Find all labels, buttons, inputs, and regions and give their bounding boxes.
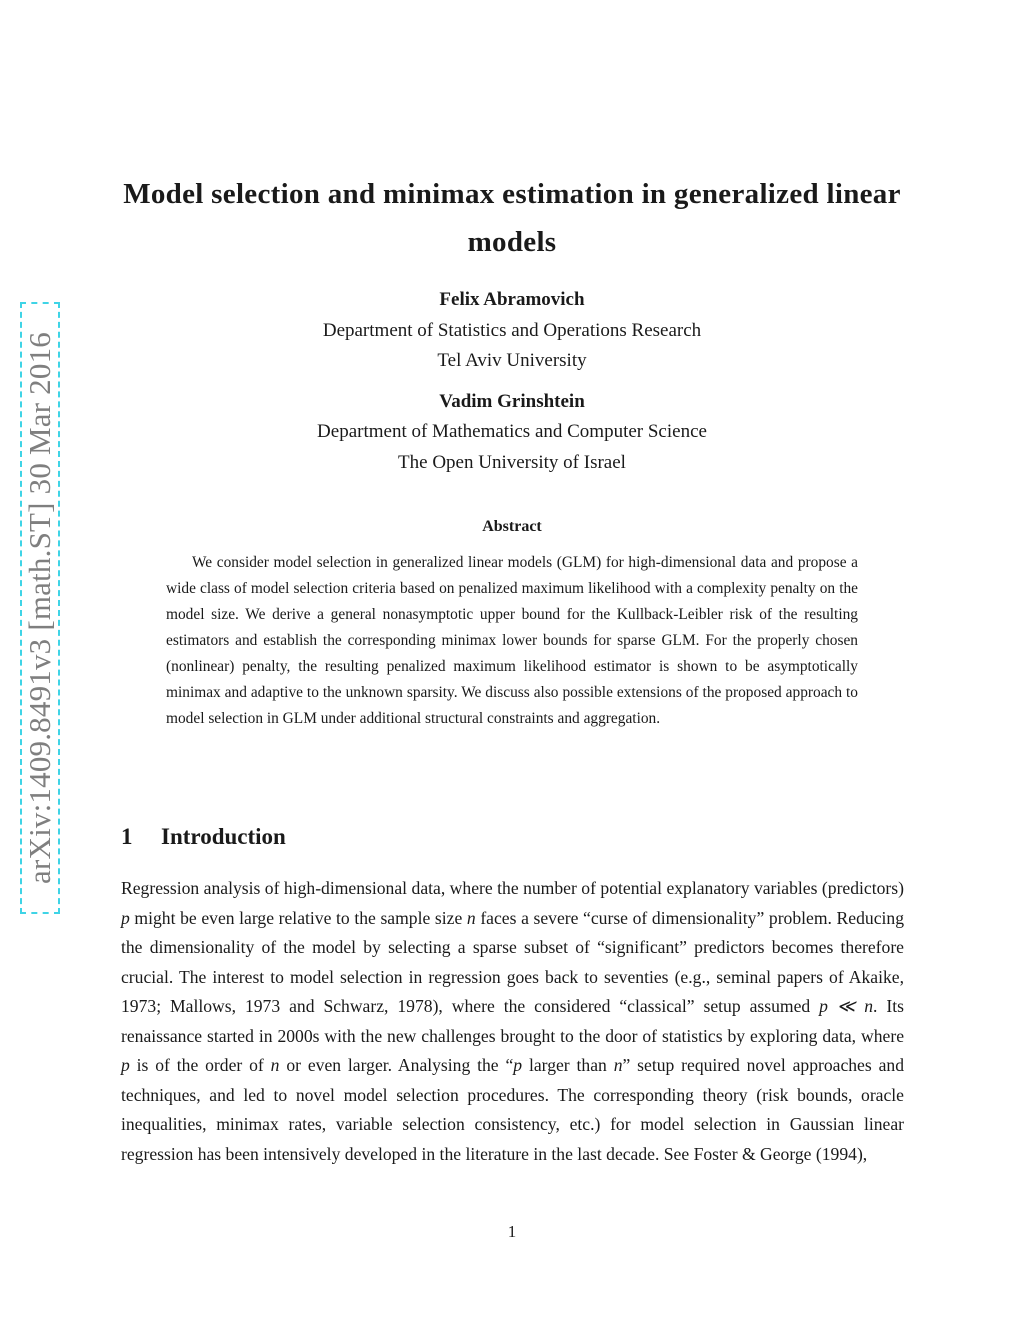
author-block bbox=[200, 285, 824, 478]
author-department: Department of Statistics and Operations Research bbox=[322, 319, 702, 341]
section-title: Introduction bbox=[161, 824, 286, 849]
math-n: n bbox=[270, 1055, 280, 1075]
math-p: p bbox=[121, 1055, 130, 1075]
page-number: 1 bbox=[507, 1222, 517, 1241]
section-number: 1 bbox=[121, 824, 133, 849]
paper-title: Model selection and minimax estimation in generalized linear models bbox=[123, 178, 901, 258]
arxiv-id: arXiv:1409.8491v3 [math.ST] 30 Mar 2016 bbox=[22, 332, 58, 884]
author-institution: The Open University of Israel bbox=[398, 451, 626, 473]
author-institution: Tel Aviv University bbox=[437, 350, 587, 371]
arxiv-stamp[interactable] bbox=[20, 302, 60, 914]
intro-paragraph: Regression analysis of high-dimensional data, where the number of potential explanatory variables (predictors) p might be even large relative to the sample size n faces a severe “curse of dimensionality” problem. Reducing the dimensionality of the model by selecting a sparse subset of “significant” predictors becomes therefore crucial. The interest to model selection in regression goes back to seventies (e.g., seminal papers of Akaike, 1973; Mallows, 1973 and Schwarz, 1978), where the considered “classical” setup assumed p ≪ n. Its renaissance started in 2000s with the new challenges brought to the door of statistics by exploring data, where p is of the order of n or even larger. Analysing the “p larger than n” setup required novel approaches and techniques, and led to novel model selection procedures. The corresponding theory (risk bounds, oracle inequalities, minimax rates, variable selection consistency, etc.) for model selection in Gaussian linear regression has been intensively developed in the literature in the last decade. See Foster & George (1994), bbox=[121, 878, 904, 1164]
math-p: p bbox=[121, 907, 130, 928]
author-name: Vadim Grinshtein bbox=[439, 390, 585, 412]
author-name: Felix Abramovich bbox=[439, 289, 585, 310]
abstract-heading: Abstract bbox=[482, 518, 542, 535]
math-p: p bbox=[513, 1055, 523, 1075]
math-n: n bbox=[466, 907, 476, 928]
math-p-much-less-n: p ≪ n bbox=[819, 996, 874, 1016]
author-department: Department of Mathematics and Computer Science bbox=[317, 421, 707, 442]
abstract-text: We consider model selection in generalized linear models (GLM) for high-dimensional data and propose a wide class of model selection criteria based on penalized maximum likelihood with a complexity penalty on the model size. We derive a general nonasymptotic upper bound for the Kullback-Leibler risk of the resulting estimators and establish the corresponding minimax lower bounds for sparse GLM. For the properly chosen (nonlinear) penalty, the resulting penalized maximum likelihood estimator is shown to be asymptotically minimax and adaptive to the unknown sparsity. We discuss also possible extensions of the proposed approach to model selection in GLM under additional structural constraints and aggregation. bbox=[166, 554, 858, 727]
math-n: n bbox=[613, 1055, 623, 1075]
section-heading bbox=[121, 824, 286, 850]
